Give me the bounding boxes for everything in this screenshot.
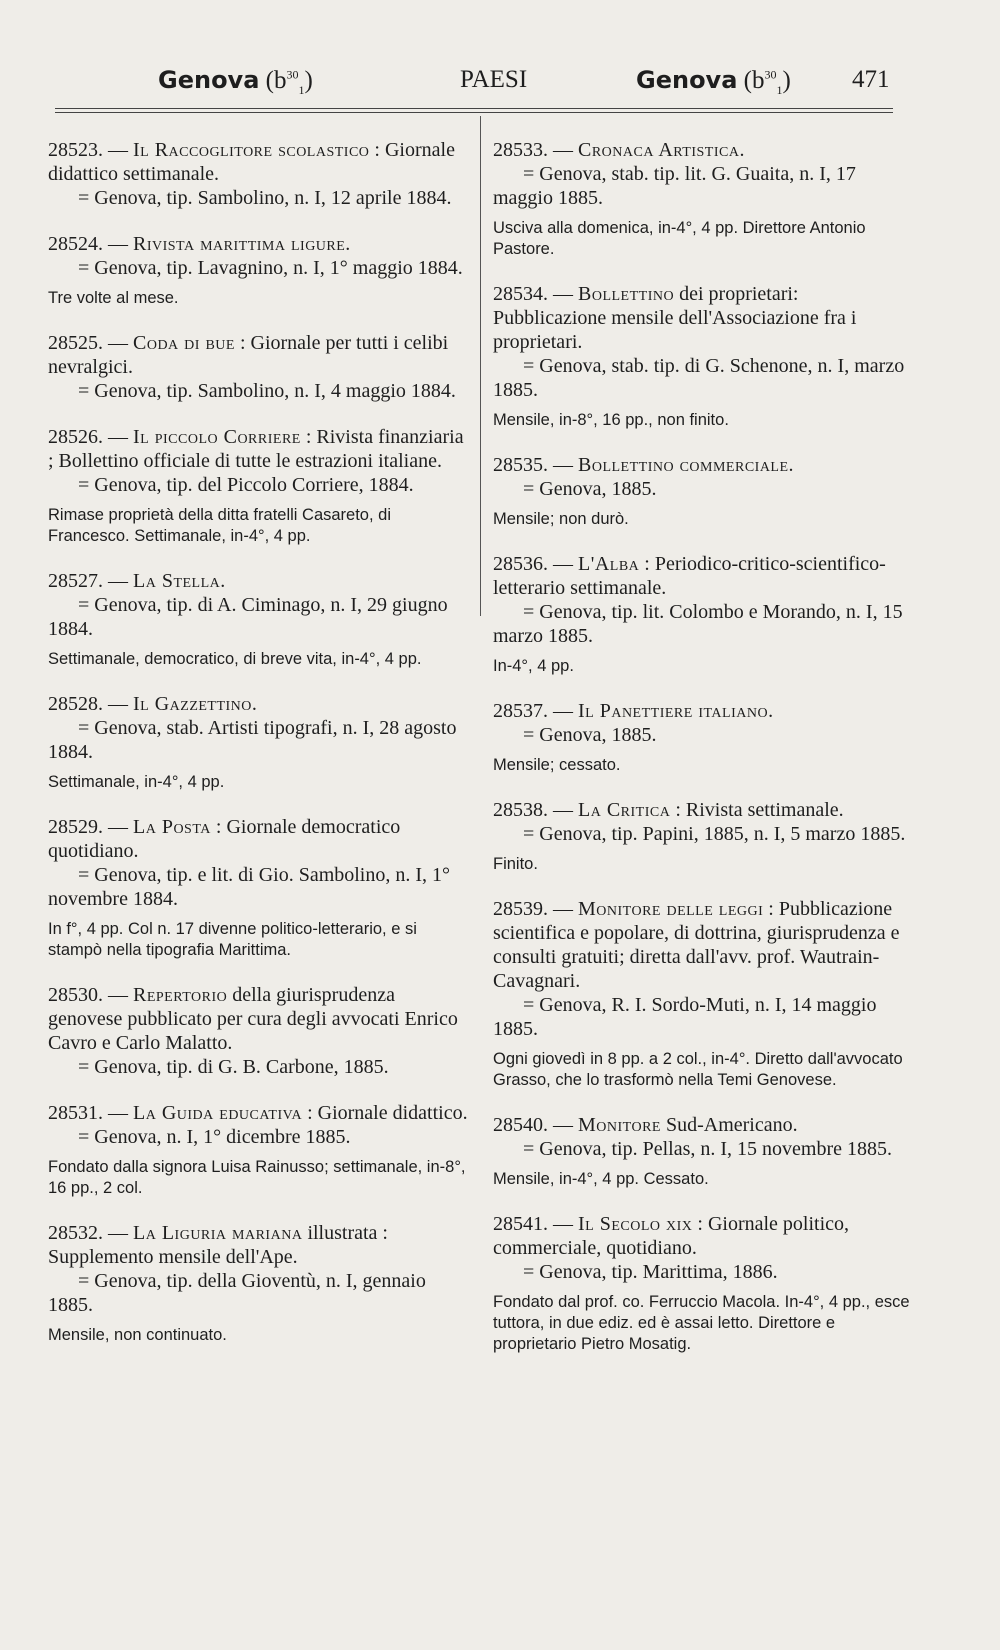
catalog-entry (493, 798, 913, 875)
entry-number: 28539. — (493, 898, 573, 920)
entry-publication: = Genova, tip. Marittima, 1886. (523, 1261, 778, 1283)
entry-heading (493, 897, 913, 993)
header-left (158, 66, 313, 98)
entry-heading (48, 1101, 468, 1125)
header-right-sig-sup: 30 (764, 67, 777, 82)
entry-note: Mensile, in-4°, 4 pp. Cessato. (493, 1170, 709, 1188)
entry-publication: = Genova, tip. del Piccolo Corriere, 1884. (78, 474, 414, 496)
catalog-entry (493, 1113, 913, 1190)
entry-title: Il Gazzettino. (133, 693, 258, 715)
entry-number: 28533. — (493, 139, 573, 161)
entry-subtitle: : Rivista finanziaria ; Bollettino officiale di tutte le estrazioni italiane. (48, 426, 464, 472)
catalog-entry (48, 983, 468, 1079)
entry-heading (48, 331, 468, 379)
catalog-entry (493, 897, 913, 1091)
entry-number: 28538. — (493, 799, 573, 821)
entry-heading (493, 138, 913, 162)
entry-note: Settimanale, in-4°, 4 pp. (48, 773, 225, 791)
entry-title: La Critica (578, 799, 671, 821)
entry-publication: = Genova, n. I, 1° dicembre 1885. (78, 1126, 351, 1148)
catalog-entry (493, 282, 913, 431)
entry-title: Monitore (578, 1114, 661, 1136)
entry-note: Rimase proprietà della ditta fratelli Casareto, di Francesco. Settimanale, in-4°, 4 pp. (48, 506, 391, 545)
entry-heading (48, 138, 468, 186)
entry-subtitle: : Pubblicazione scientifica e popolare, di dottrina, giurisprudenza e consulti gratuiti; diretta dall'avv. prof. Wautrain-Cavagnari. (493, 898, 900, 992)
entry-title: La Guida educativa (133, 1102, 303, 1124)
entry-subtitle: : Rivista settimanale. (675, 799, 844, 821)
entry-publication: = Genova, tip. di G. B. Carbone, 1885. (78, 1056, 389, 1078)
entry-number: 28523. — (48, 139, 128, 161)
entry-number: 28534. — (493, 283, 573, 305)
entry-subtitle: : Giornale per tutti i celibi nevralgici. (48, 332, 449, 378)
entry-subtitle: : Giornale politico, commerciale, quotidiano. (493, 1213, 850, 1259)
catalog-entry (48, 1221, 468, 1346)
entry-subtitle: : Periodico-critico-scientifico-letterario settimanale. (493, 553, 886, 599)
entry-heading (493, 699, 913, 723)
entry-heading (48, 815, 468, 863)
entry-number: 28535. — (493, 454, 573, 476)
entry-subtitle: : Giornale didattico. (307, 1102, 468, 1124)
entry-number: 28532. — (48, 1222, 128, 1244)
header-left-sig-close: ) (304, 67, 313, 94)
entry-number: 28530. — (48, 984, 128, 1006)
entry-note: Mensile, in-8°, 16 pp., non finito. (493, 411, 729, 429)
entry-title: La Stella. (133, 570, 226, 592)
entry-heading (493, 1113, 913, 1137)
entry-number: 28524. — (48, 233, 128, 255)
entry-note: Mensile, non continuato. (48, 1326, 227, 1344)
header-right-sig-close: ) (782, 67, 791, 94)
right-column (493, 138, 913, 1377)
entry-note: In f°, 4 pp. Col n. 17 divenne politico-letterario, e si stampò nella tipografia Marittima. (48, 920, 417, 959)
entry-publication: = Genova, tip. lit. Colombo e Morando, n. I, 15 marzo 1885. (493, 601, 903, 647)
entry-subtitle: dei proprietari: Pubblicazione mensile dell'Associazione fra i proprietari. (493, 283, 857, 353)
entry-publication: = Genova, stab. tip. lit. G. Guaita, n. I, 17 maggio 1885. (493, 163, 856, 209)
header-left-sig-sup: 30 (286, 67, 299, 82)
entry-publication: = Genova, tip. della Gioventù, n. I, gennaio 1885. (48, 1270, 426, 1316)
entry-number: 28525. — (48, 332, 128, 354)
left-column (48, 138, 468, 1368)
entry-publication: = Genova, tip. Pellas, n. I, 15 novembre 1885. (523, 1138, 892, 1160)
entry-number: 28529. — (48, 816, 128, 838)
entry-title: La Posta (133, 816, 211, 838)
catalog-entry (48, 331, 468, 403)
entry-number: 28526. — (48, 426, 128, 448)
entry-subtitle: Sud-Americano. (665, 1114, 798, 1136)
running-header (0, 66, 1000, 106)
entry-heading (493, 552, 913, 600)
entry-note: Finito. (493, 855, 538, 873)
entry-publication: = Genova, tip. Sambolino, n. I, 4 maggio 1884. (78, 380, 456, 402)
entry-number: 28536. — (493, 553, 573, 575)
entry-publication: = Genova, tip. Papini, 1885, n. I, 5 marzo 1885. (523, 823, 906, 845)
header-left-sig-sub: 1 (298, 83, 305, 97)
entry-note: Ogni giovedì in 8 pp. a 2 col., in-4°. Diretto dall'avvocato Grasso, che lo trasformò nella Temi Genovese. (493, 1050, 903, 1089)
entry-number: 28541. — (493, 1213, 573, 1235)
entry-heading (493, 1212, 913, 1260)
catalog-entry (493, 699, 913, 776)
entry-note: Usciva alla domenica, in-4°, 4 pp. Direttore Antonio Pastore. (493, 219, 866, 258)
catalog-entry (493, 552, 913, 677)
entry-publication: = Genova, stab. tip. di G. Schenone, n. I, marzo 1885. (493, 355, 905, 401)
catalog-entry (48, 138, 468, 210)
entry-title: Rivista marittima ligure. (133, 233, 351, 255)
catalog-entry (48, 425, 468, 547)
entry-title: Cronaca Artistica. (578, 139, 745, 161)
entry-heading (48, 569, 468, 593)
entry-heading (48, 425, 468, 473)
entry-heading (493, 453, 913, 477)
entry-publication: = Genova, R. I. Sordo-Muti, n. I, 14 maggio 1885. (493, 994, 877, 1040)
header-rule-top (55, 108, 893, 109)
header-center: PAESI (460, 66, 528, 93)
entry-subtitle: illustrata : Supplemento mensile dell'Ape. (48, 1222, 388, 1268)
header-left-title: Genova (158, 66, 260, 94)
entry-number: 28527. — (48, 570, 128, 592)
entry-title: Repertorio (133, 984, 228, 1006)
entry-note: Mensile; non durò. (493, 510, 629, 528)
entry-title: Coda di bue (133, 332, 235, 354)
entry-number: 28540. — (493, 1114, 573, 1136)
entry-publication: = Genova, tip. e lit. di Gio. Sambolino, n. I, 1° novembre 1884. (48, 864, 451, 910)
entry-publication: = Genova, 1885. (523, 478, 657, 500)
entry-subtitle: : Giornale democratico quotidiano. (48, 816, 401, 862)
entry-subtitle: : Giornale didattico settimanale. (48, 139, 455, 185)
entry-heading (48, 232, 468, 256)
entry-note: Fondato dalla signora Luisa Rainusso; settimanale, in-8°, 16 pp., 2 col. (48, 1158, 466, 1197)
header-right-title: Genova (636, 66, 738, 94)
entry-heading (48, 1221, 468, 1269)
entry-publication: = Genova, tip. di A. Ciminago, n. I, 29 giugno 1884. (48, 594, 448, 640)
entry-number: 28528. — (48, 693, 128, 715)
entry-title: L'Alba (578, 553, 640, 575)
catalog-entry (48, 232, 468, 309)
entry-heading (493, 282, 913, 354)
entry-title: Il piccolo Corriere (133, 426, 301, 448)
entry-heading (48, 692, 468, 716)
entry-heading (493, 798, 913, 822)
catalog-entry (48, 692, 468, 793)
entry-subtitle: della giurisprudenza genovese pubblicato per cura degli avvocati Enrico Cavro e Carlo Malatto. (48, 984, 458, 1054)
entry-title: La Liguria mariana (133, 1222, 303, 1244)
entry-publication: = Genova, stab. Artisti tipografi, n. I, 28 agosto 1884. (48, 717, 457, 763)
catalog-entry (493, 453, 913, 530)
page-number: 471 (852, 66, 890, 93)
entry-number: 28537. — (493, 700, 573, 722)
entry-title: Il Raccoglitore scolastico (133, 139, 370, 161)
catalog-entry (493, 1212, 913, 1355)
entry-note: Tre volte al mese. (48, 289, 179, 307)
entry-publication: = Genova, 1885. (523, 724, 657, 746)
entry-publication: = Genova, tip. Sambolino, n. I, 12 aprile 1884. (78, 187, 452, 209)
entry-note: In-4°, 4 pp. (493, 657, 574, 675)
entry-number: 28531. — (48, 1102, 128, 1124)
entry-title: Il Panettiere italiano. (578, 700, 774, 722)
header-rule-bottom (55, 112, 893, 113)
entry-publication: = Genova, tip. Lavagnino, n. I, 1° maggio 1884. (78, 257, 463, 279)
catalog-entry (48, 569, 468, 670)
catalog-entry (48, 1101, 468, 1199)
entry-title: Bollettino commerciale. (578, 454, 795, 476)
catalog-entry (493, 138, 913, 260)
catalog-entry (48, 815, 468, 961)
header-left-signature: (b (265, 67, 287, 94)
entry-title: Il Secolo xix (578, 1213, 693, 1235)
entry-heading (48, 983, 468, 1055)
entry-title: Bollettino (578, 283, 675, 305)
entry-title: Monitore delle leggi (578, 898, 764, 920)
header-right-sig-sub: 1 (776, 83, 783, 97)
header-right-signature: (b (743, 67, 765, 94)
column-divider (480, 116, 481, 616)
entry-note: Settimanale, democratico, di breve vita, in-4°, 4 pp. (48, 650, 422, 668)
header-right (636, 66, 791, 98)
entry-note: Mensile; cessato. (493, 756, 621, 774)
entry-note: Fondato dal prof. co. Ferruccio Macola. In-4°, 4 pp., esce tuttora, in due ediz. ed è assai letto. Direttore e proprietario Pietro Mosatig. (493, 1293, 910, 1353)
